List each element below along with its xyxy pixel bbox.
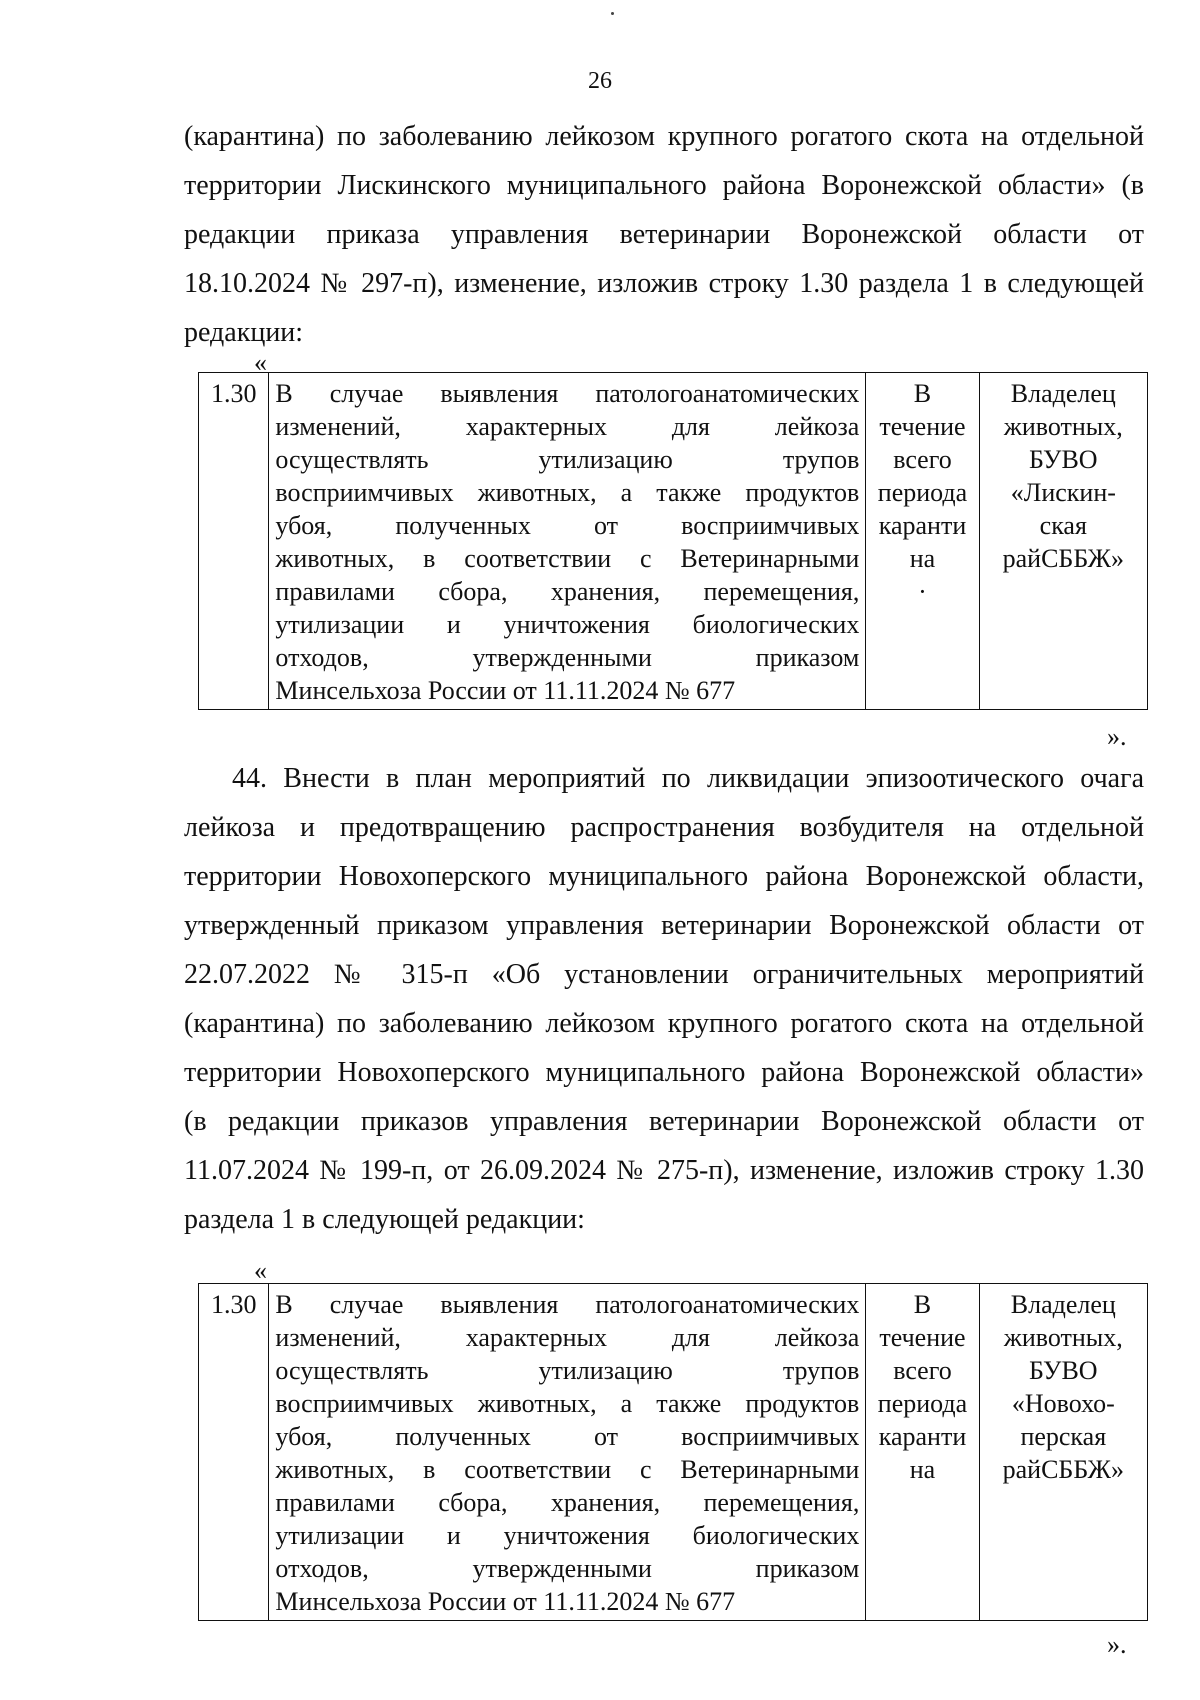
- paragraph-line: редакции:: [184, 317, 304, 348]
- term-line: В: [913, 379, 932, 408]
- row-number-cell: [199, 373, 269, 710]
- paragraph-line: 11.07.2024 № 199-п, от 26.09.2024 № 275-п), изменение, изложив строку 1.30: [184, 1155, 1144, 1186]
- paragraph-line: (карантина) по заболеванию лейкозом крупного рогатого скота на отдельной: [184, 121, 1144, 152]
- measure-text-line: осуществлять утилизацию трупов: [275, 445, 860, 474]
- table-row: [199, 373, 1148, 710]
- paragraph-line: (в редакции приказов управления ветеринарии Воронежской области от: [184, 1106, 1144, 1137]
- term-line: каранти: [878, 511, 967, 540]
- paragraph-line: утвержденный приказом управления ветеринарии Воронежской области от: [184, 910, 1144, 941]
- measure-text-cell: [269, 1284, 866, 1621]
- paragraph-line: 22.07.2022 № 315-п «Об установлении ограничительных мероприятий: [184, 959, 1144, 990]
- paragraph-item-44: [184, 754, 1144, 1244]
- row-number: 1.30: [210, 1290, 257, 1319]
- term-line: всего: [893, 445, 952, 474]
- paragraph-line: 18.10.2024 № 297-п), изменение, изложив строку 1.30 раздела 1 в следующей: [184, 268, 1144, 299]
- paragraph-line: территории Новохоперского муниципального района Воронежской области»: [184, 1057, 1144, 1088]
- scan-speck: [611, 12, 614, 15]
- measure-text-line: восприимчивых животных, а также продуктов: [275, 478, 860, 507]
- table-row: [199, 1284, 1148, 1621]
- measure-text-line: восприимчивых животных, а также продуктов: [275, 1389, 860, 1418]
- row-number: 1.30: [210, 379, 257, 408]
- measure-text-line: Минсельхоза России от 11.11.2024 № 677: [275, 676, 736, 705]
- term-cell: [866, 373, 979, 710]
- measure-text-line: животных, в соответствии с Ветеринарными: [275, 1455, 860, 1484]
- responsible-line: райСББЖ»: [1002, 1455, 1124, 1484]
- measure-text-line: утилизации и уничтожения биологических: [275, 610, 860, 639]
- term-line: течение: [879, 412, 966, 441]
- responsible-line: райСББЖ»: [1002, 544, 1124, 573]
- measure-text-line: правилами сбора, хранения, перемещения,: [275, 1488, 860, 1517]
- amendment-table-novokhopersk: [198, 1283, 1148, 1621]
- measure-text-line: Минсельхоза России от 11.11.2024 № 677: [275, 1587, 736, 1616]
- paragraph-line: 44. Внести в план мероприятий по ликвидации эпизоотического очага: [232, 763, 1144, 794]
- scan-speck: ·: [918, 577, 927, 606]
- opening-quote: «: [254, 348, 267, 377]
- paragraph-continuation: [184, 112, 1144, 357]
- responsible-line: животных,: [1003, 1323, 1123, 1352]
- responsible-cell: [979, 373, 1147, 710]
- responsible-line: «Новохо-: [1011, 1389, 1115, 1418]
- measure-text-line: животных, в соответствии с Ветеринарными: [275, 544, 860, 573]
- measure-text-line: В случае выявления патологоанатомических: [275, 379, 860, 408]
- term-line: периода: [877, 478, 968, 507]
- paragraph-line: (карантина) по заболеванию лейкозом крупного рогатого скота на отдельной: [184, 1008, 1144, 1039]
- measure-text-line: убоя, полученных от восприимчивых: [275, 511, 860, 540]
- responsible-line: «Лискин-: [1010, 478, 1116, 507]
- opening-quote: «: [254, 1256, 267, 1285]
- amendment-table-liski: [198, 372, 1148, 710]
- term-line: В: [913, 1290, 932, 1319]
- responsible-line: БУВО: [1029, 1356, 1098, 1385]
- row-number-cell: [199, 1284, 269, 1621]
- responsible-line: животных,: [1003, 412, 1123, 441]
- term-line: всего: [893, 1356, 952, 1385]
- measure-text-line: утилизации и уничтожения биологических: [275, 1521, 860, 1550]
- responsible-line: ская: [1039, 511, 1087, 540]
- paragraph-line: редакции приказа управления ветеринарии Воронежской области от: [184, 219, 1144, 250]
- responsible-line: перская: [1020, 1422, 1107, 1451]
- paragraph-line: территории Лискинского муниципального района Воронежской области» (в: [184, 170, 1144, 201]
- measure-text-line: изменений, характерных для лейкоза: [275, 412, 860, 441]
- paragraph-line: лейкоза и предотвращению распространения возбудителя на отдельной: [184, 812, 1144, 843]
- measure-text-line: отходов, утвержденными приказом: [275, 643, 860, 672]
- term-line: на: [909, 1455, 936, 1484]
- term-line: на: [909, 544, 936, 573]
- measure-text-line: правилами сбора, хранения, перемещения,: [275, 577, 860, 606]
- term-line: течение: [879, 1323, 966, 1352]
- paragraph-line: раздела 1 в следующей редакции:: [184, 1204, 585, 1235]
- responsible-line: БУВО: [1029, 445, 1098, 474]
- measure-text-cell: [269, 373, 866, 710]
- responsible-cell: [979, 1284, 1147, 1621]
- measure-text-line: В случае выявления патологоанатомических: [275, 1290, 860, 1319]
- term-line: каранти: [878, 1422, 967, 1451]
- measure-text-line: убоя, полученных от восприимчивых: [275, 1422, 860, 1451]
- page-number: 26: [588, 68, 612, 94]
- measure-text-line: осуществлять утилизацию трупов: [275, 1356, 860, 1385]
- closing-quote: ».: [1107, 722, 1127, 751]
- responsible-line: Владелец: [1010, 1290, 1116, 1319]
- paragraph-line: территории Новохоперского муниципального района Воронежской области,: [184, 861, 1144, 892]
- measure-text-line: изменений, характерных для лейкоза: [275, 1323, 860, 1352]
- term-line: периода: [877, 1389, 968, 1418]
- responsible-line: Владелец: [1010, 379, 1116, 408]
- term-cell: [866, 1284, 979, 1621]
- closing-quote: ».: [1107, 1630, 1127, 1659]
- measure-text-line: отходов, утвержденными приказом: [275, 1554, 860, 1583]
